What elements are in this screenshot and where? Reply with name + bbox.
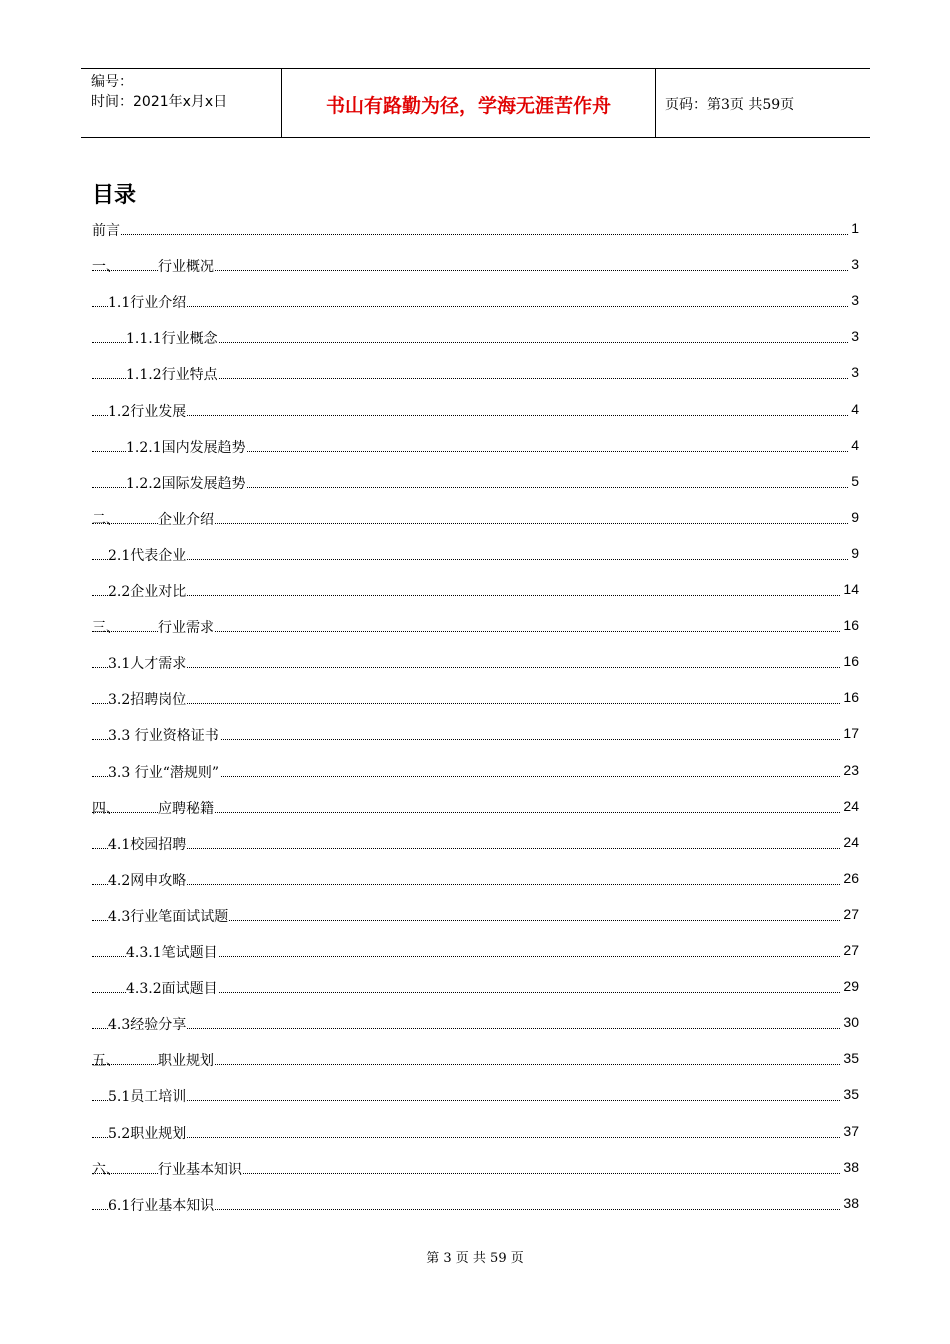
toc-page-number: 30 <box>843 1014 859 1031</box>
toc-page-number: 35 <box>843 1050 859 1067</box>
toc-page-number: 9 <box>851 544 859 561</box>
toc-page-number: 3 <box>851 328 859 345</box>
toc-entry-label: 行业基本知识 <box>158 1159 243 1179</box>
toc-entry[interactable] <box>0 906 950 926</box>
toc-entry[interactable] <box>0 401 950 421</box>
toc-chapter-number: 三、 <box>92 620 120 637</box>
toc-entry-label: 4.3.1笔试题目 <box>126 942 219 962</box>
toc-entry[interactable] <box>0 942 950 962</box>
toc-entry-label: 5.2职业规划 <box>108 1123 187 1143</box>
toc-page-number: 5 <box>851 472 859 489</box>
toc-entry[interactable] <box>0 725 950 745</box>
toc-leader-dots <box>92 306 850 307</box>
toc-entry[interactable] <box>0 834 950 854</box>
toc-entry[interactable] <box>0 1014 950 1034</box>
toc-entry[interactable] <box>0 256 950 276</box>
toc-page-number: 3 <box>851 256 859 273</box>
toc-page-number: 17 <box>843 725 859 742</box>
toc-page-number: 38 <box>843 1158 859 1175</box>
toc-entry[interactable] <box>0 617 950 637</box>
toc-leader-dots <box>92 884 850 885</box>
toc-page-number: 38 <box>843 1194 859 1211</box>
toc-entry[interactable] <box>0 1159 950 1179</box>
toc-entry-label: 1.2.2国际发展趋势 <box>126 473 247 493</box>
toc-entry-label: 2.1代表企业 <box>108 545 187 565</box>
toc-entry-label: 1.2.1国内发展趋势 <box>126 437 247 457</box>
toc-page-number: 24 <box>843 833 859 850</box>
toc-entry[interactable] <box>0 1195 950 1215</box>
toc-entry-label: 1.1.1行业概念 <box>126 328 219 348</box>
toc-page-number: 1 <box>851 220 859 236</box>
toc-page-number: 29 <box>843 978 859 995</box>
toc-entry-label: 4.3经验分享 <box>108 1014 187 1034</box>
toc-entry-label: 职业规划 <box>158 1050 215 1070</box>
page-footer: 第 3 页 共 59 页 <box>426 1251 524 1266</box>
toc-entry[interactable] <box>0 220 950 240</box>
toc-entry[interactable] <box>0 653 950 673</box>
toc-entry-label: 前言 <box>92 220 121 240</box>
toc-entry[interactable] <box>0 1050 950 1070</box>
toc-entry-label: 1.1行业介绍 <box>108 292 187 312</box>
toc-page-number: 14 <box>843 581 859 597</box>
toc-page-number: 16 <box>843 617 859 634</box>
toc-leader-dots <box>92 848 850 849</box>
toc-chapter-number: 四、 <box>92 800 120 817</box>
toc-entry[interactable] <box>0 978 950 998</box>
toc-page-number: 27 <box>843 905 859 922</box>
toc-page-number: 9 <box>851 508 859 525</box>
toc-entry[interactable] <box>0 798 950 818</box>
toc-page-number: 23 <box>843 761 859 778</box>
header-motto-cell <box>281 69 656 137</box>
toc-entry-label: 行业概况 <box>158 256 215 276</box>
toc-leader-dots <box>92 234 850 235</box>
toc-title: 目录 <box>92 183 137 208</box>
toc-entry-label: 4.2网申攻略 <box>108 870 187 890</box>
toc-entry-label: 4.1校园招聘 <box>108 834 187 854</box>
toc-entry-label: 行业需求 <box>158 617 215 637</box>
toc-entry-label: 4.3.2面试题目 <box>126 978 219 998</box>
toc-page-number: 16 <box>843 653 859 670</box>
toc-page-number: 4 <box>851 400 859 417</box>
toc-chapter-number: 一、 <box>92 259 120 276</box>
header-page-cell <box>655 69 870 137</box>
document-date-label: 时间：2021年x月x日 <box>91 94 228 110</box>
toc-leader-dots <box>92 1137 850 1138</box>
page-header <box>81 68 870 138</box>
toc-entry[interactable] <box>0 762 950 782</box>
toc-entry[interactable] <box>0 364 950 384</box>
toc-entry[interactable] <box>0 437 950 457</box>
toc-entry-label: 企业介绍 <box>158 509 215 529</box>
toc-entry-label: 3.2招聘岗位 <box>108 689 187 709</box>
toc-leader-dots <box>92 667 850 668</box>
toc-page-number: 35 <box>843 1086 859 1103</box>
toc-chapter-number: 二、 <box>92 511 120 528</box>
toc-page-number: 37 <box>843 1122 859 1139</box>
toc-page-number: 4 <box>851 436 859 453</box>
toc-entry-label: 3.3 行业资格证书 <box>108 725 220 745</box>
header-page-code: 页码：第3页 共59页 <box>665 97 795 113</box>
toc-entry-label: 2.2企业对比 <box>108 581 187 601</box>
toc-entry-label: 应聘秘籍 <box>158 798 215 818</box>
toc-entry[interactable] <box>0 509 950 529</box>
toc-entry[interactable] <box>0 689 950 709</box>
toc-entry[interactable] <box>0 473 950 493</box>
toc-entry-label: 4.3行业笔面试试题 <box>108 906 229 926</box>
toc-page-number: 3 <box>851 292 859 309</box>
toc-entry-label: 3.3 行业“潜规则” <box>108 762 220 782</box>
toc-entry-label: 6.1行业基本知识 <box>108 1195 215 1215</box>
header-motto: 书山有路勤为径，学海无涯苦作舟 <box>325 95 611 117</box>
toc-entry[interactable] <box>0 1086 950 1106</box>
header-info-cell <box>81 69 281 137</box>
toc-leader-dots <box>92 595 850 596</box>
toc-page-number: 27 <box>843 942 859 958</box>
toc-leader-dots <box>92 415 850 416</box>
toc-leader-dots <box>92 703 850 704</box>
toc-entry[interactable] <box>0 581 950 601</box>
toc-page-number: 26 <box>843 869 859 886</box>
toc-leader-dots <box>92 1100 850 1101</box>
toc-chapter-number: 六、 <box>92 1161 120 1178</box>
document-number-label: 编号： <box>91 74 133 90</box>
toc-entry[interactable] <box>0 1123 950 1143</box>
toc-entry-label: 1.1.2行业特点 <box>126 364 219 384</box>
toc-leader-dots <box>92 559 850 560</box>
toc-entry-label: 1.2行业发展 <box>108 401 187 421</box>
toc-entry[interactable] <box>0 328 950 348</box>
toc-page-number: 24 <box>843 797 859 814</box>
toc-entry[interactable] <box>0 870 950 890</box>
toc-entry[interactable] <box>0 292 950 312</box>
toc-page-number: 16 <box>843 689 859 706</box>
toc-chapter-number: 五、 <box>92 1053 120 1070</box>
toc-entry-label: 5.1员工培训 <box>108 1086 187 1106</box>
toc-entry[interactable] <box>0 545 950 565</box>
toc-leader-dots <box>92 1028 850 1029</box>
toc-page-number: 3 <box>851 364 859 381</box>
toc-entry-label: 3.1人才需求 <box>108 653 187 673</box>
